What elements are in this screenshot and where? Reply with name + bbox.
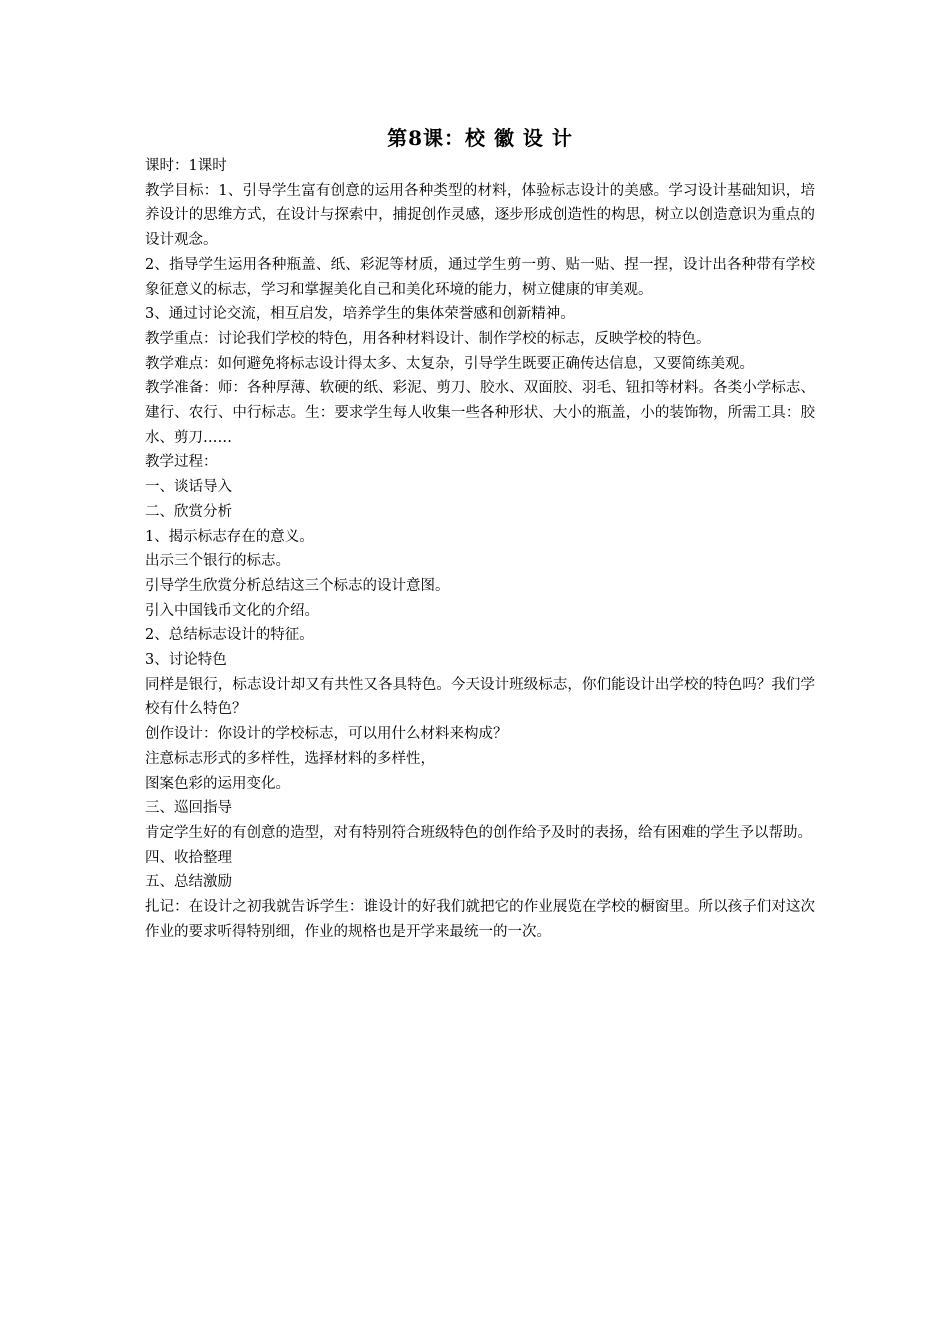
paragraph-step-2-3a: 同样是银行，标志设计却又有共性又各具特色。今天设计班级标志，你们能设计出学校的特色吗？我们学校有什么特色？	[145, 676, 815, 718]
paragraph-step-4: 四、收拾整理	[145, 849, 232, 866]
paragraph-step-2-1b: 引导学生欣赏分析总结这三个标志的设计意图。	[145, 577, 450, 594]
paragraph-step-3: 三、巡回指导	[145, 800, 232, 817]
paragraph-key-point: 教学重点：讨论我们学校的特色，用各种材料设计、制作学校的标志，反映学校的特色。	[145, 330, 711, 347]
paragraph-step-2-1c: 引入中国钱币文化的介绍。	[145, 602, 319, 619]
paragraph-note-2: 图案色彩的运用变化。	[145, 775, 290, 792]
paragraph-step-5: 五、总结激励	[145, 874, 232, 891]
paragraph-difficulty: 教学难点：如何避免将标志设计得太多、太复杂，引导学生既要正确传达信息，又要简练美观。	[145, 355, 754, 372]
paragraph-objective-1: 教学目标：1、引导学生富有创意的运用各种类型的材料，体验标志设计的美感。学习设计基础知识，培养设计的思维方式，在设计与探索中，捕捉创作灵感，逐步形成创造性的构思，树立以创造意识为重点的设计观念。	[145, 182, 815, 249]
paragraph-objective-2: 2、指导学生运用各种瓶盖、纸、彩泥等材质，通过学生剪一剪、贴一贴、捏一捏，设计出各种带有学校象征意义的标志，学习和掌握美化自己和美化环境的能力，树立健康的审美观。	[145, 256, 815, 298]
paragraph-step-2: 二、欣赏分析	[145, 503, 232, 520]
document-page	[145, 124, 815, 945]
paragraph-step-2-2: 2、总结标志设计的特征。	[145, 627, 314, 644]
paragraph-step-2-1a: 出示三个银行的标志。	[145, 553, 290, 570]
paragraph-step-3a: 肯定学生好的有创意的造型，对有特别符合班级特色的创作给予及时的表扬，给有困难的学生予以帮助。	[145, 824, 812, 841]
paragraph-step-2-1: 1、揭示标志存在的意义。	[145, 528, 314, 545]
lesson-title: 第8课：校 徽 设 计	[387, 126, 573, 150]
paragraph-note-1: 注意标志形式的多样性，选择材料的多样性，	[145, 750, 435, 767]
paragraph-class-hours: 课时：1课时	[145, 158, 227, 174]
paragraph-notes: 扎记：在设计之初我就告诉学生：谁设计的好我们就把它的作业展览在学校的橱窗里。所以孩子们对这次作业的要求听得特别细，作业的规格也是开学来最统一的一次。	[145, 899, 815, 940]
paragraph-objective-3: 3、通过讨论交流，相互启发，培养学生的集体荣誉感和创新精神。	[145, 306, 575, 323]
paragraph-step-2-3: 3、讨论特色	[145, 652, 227, 669]
paragraph-process-heading: 教学过程：	[145, 454, 218, 471]
lesson-body	[145, 154, 815, 945]
paragraph-preparation: 教学准备：师：各种厚薄、软硬的纸、彩泥、剪刀、胶水、双面胶、羽毛、钮扣等材料。各类小学标志、建行、农行、中行标志。生：要求学生每人收集一些各种形状、大小的瓶盖，小的装饰物，所需工具：胶水、剪刀……	[145, 380, 815, 446]
paragraph-creation: 创作设计：你设计的学校标志，可以用什么材料来构成？	[145, 726, 508, 743]
paragraph-step-1: 一、谈话导入	[145, 479, 232, 496]
